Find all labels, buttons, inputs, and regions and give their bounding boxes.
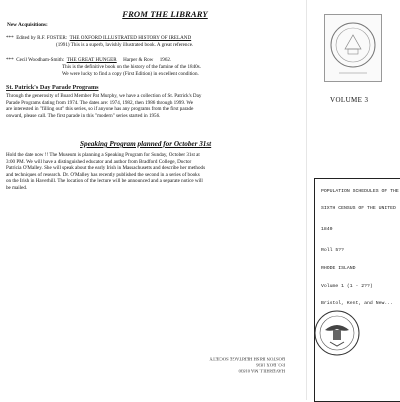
paragraph-line: Parade Programs dating from 1974. The dates are: 1974, 1982, then 1986 through 1999. We [6, 99, 193, 106]
paragraph-line: on the Irish in Haverhill. The location of the lecture will be announced and a separate notice will [6, 178, 203, 185]
address-line: BOSTON IRISH HERITAGE SOCIETY [209, 356, 285, 362]
acquisition-description: (1991) This is a superb, lavishly illustrated book. A great reference. [56, 42, 194, 48]
acquisition-description: We were lucky to find a copy (First Edition) in excellent condition. [62, 71, 199, 77]
address-line: HAVERHILL MA 01830 [238, 368, 285, 374]
acquisition-marker: *** [6, 57, 14, 63]
acquisition-description: This is the definitive book on the history of the famine of the 1840s. [62, 64, 201, 70]
eagle-seal-graphic [312, 308, 362, 358]
national-archives-seal-icon [312, 308, 362, 358]
document-line: Bristol, Kent, and New... [321, 301, 393, 306]
acquisition-author: Cecil Woodham-Smith: [16, 57, 65, 63]
page-title: FROM THE LIBRARY [122, 9, 208, 19]
seal-graphic [325, 15, 381, 81]
document-line: POPULATION SCHEDULES OF THE [321, 189, 399, 194]
document-line: Roll 5?? [321, 248, 345, 253]
paragraph-line: and techniques of research. Dr. O'Malley has recently published the second in a series of books [6, 171, 200, 178]
acquisition-item [6, 35, 191, 42]
acquisition-year: 1962. [159, 57, 172, 63]
acquisition-marker: *** [6, 35, 14, 41]
acquisition-author: Edited by R.F. FOSTER: [16, 35, 68, 41]
fold-line [306, 0, 307, 400]
society-seal-image [324, 14, 382, 82]
paragraph-line: 3:00 PM. We will have a distinguished educator and author from Bradford College, Doctor [6, 158, 192, 165]
paragraph-line: onward, please call. The first parade in this "modern" series started in 1956. [6, 112, 161, 119]
address-line: P.O. BOX 1836 [256, 362, 285, 368]
document-line: Volume 1 (1 - 2??) [321, 284, 373, 289]
speaking-heading: Speaking Program planned for October 31st [80, 140, 212, 148]
document-line: 1840 [321, 227, 333, 232]
volume-label: VOLUME 3 [330, 96, 369, 104]
paragraph-line: be mailed. [6, 184, 28, 191]
paragraph-line: Through the generosity of Board Member Pat Murphy, we have a collection of St. Patrick's Day [6, 93, 202, 99]
acquisition-book-title: THE OXFORD ILLUSTRATED HISTORY OF IRELAND [69, 35, 192, 41]
new-acquisitions-label: New Acquisitions: [7, 22, 48, 28]
speaking-paragraph [6, 152, 306, 192]
acquisition-publisher: Harper & Row [123, 57, 154, 63]
census-document-image [314, 178, 400, 402]
acquisition-item [6, 57, 171, 64]
parade-paragraph [6, 93, 306, 119]
paragraph-line: Hold the date now !! The Museum is planning a Speaking Program for Sunday, October 31st at [6, 152, 200, 158]
document-line: SIXTH CENSUS OF THE UNITED [321, 206, 396, 211]
paragraph-line: are interested in "filling out" this series, so if anyone has any programs from the first parade [6, 106, 194, 113]
return-address [155, 355, 285, 374]
acquisition-book-title: THE GREAT HUNGER [66, 57, 117, 63]
parade-heading: St. Patrick's Day Parade Programs [6, 84, 99, 91]
document-line: RHODE ISLAND [321, 266, 356, 271]
paragraph-line: Patricia O'Malley. She will speak about the early Irish in Massachusetts and describe her methods [6, 165, 206, 172]
